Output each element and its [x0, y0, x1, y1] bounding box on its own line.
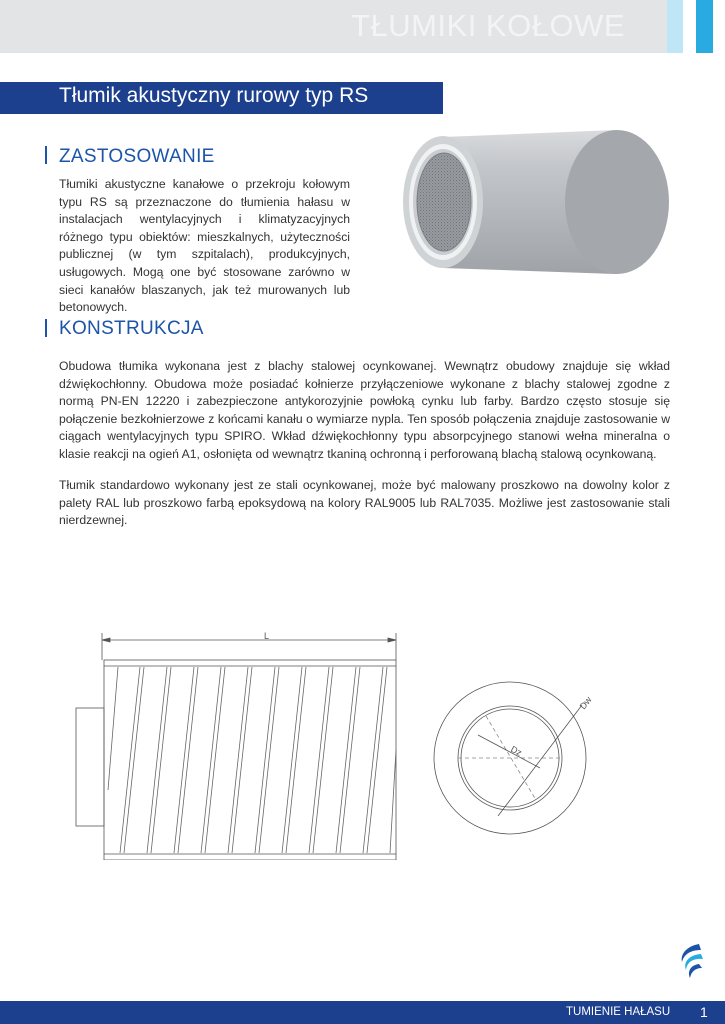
footer-bar	[0, 1001, 725, 1024]
application-text: Tłumiki akustyczne kanałowe o przekroju kołowym typu RS są przeznaczone do tłumienia hałasu w instalacjach wentylacyjnych i klimatyzacyjnych różnego typu obiektów: mieszkalnych, użyteczności publicznej (w tym szpitalach), produkcyjnych, usługowych. Mogą one być stosowane zarówno w sieci kanałów blaszanych, jak też murowanych lub betonowych.	[59, 177, 350, 315]
construction-paragraph-1: Obudowa tłumika wykonana jest z blachy stalowej ocynkowanej. Wewnątrz obudowy znajduje się wkład dźwiękochłonny. Obudowa może posiadać kołnierze przyłączeniowe wykonane z blachy stalowej zgodne z normą PN-EN 12220 i zabezpieczone antykorozyjnie powłoką cynku lub farby. Bardzo często stosuje się połączenie bezkołnierzowe z końcami kanału o wymiarze nypla. Ten sposób połączenia znajduje zastosowanie w ciągach wentylacyjnych typu SPIRO. Wkład dźwiękochłonny typu absorpcyjnego stanowi wełna mineralna o klasie reakcji na ogień A1, osłonięta od wewnątrz tkaniną ochronną i perforowaną blachą stalową ocynkowaną.	[59, 359, 670, 461]
header-stripe-gap	[683, 0, 696, 53]
page-number: 1	[700, 1004, 708, 1020]
section-marker	[45, 146, 47, 164]
section-heading-construction: KONSTRUKCJA	[59, 318, 204, 339]
page-title: Tłumik akustyczny rurowy typ RS	[59, 84, 369, 107]
inner-diameter-label: Dz	[509, 743, 524, 758]
section-marker	[45, 319, 47, 337]
header-stripe-gap	[713, 0, 725, 53]
title-banner	[0, 82, 443, 114]
company-logo-icon	[677, 942, 707, 982]
category-title: TŁUMIKI KOŁOWE	[351, 8, 625, 43]
length-label: L	[264, 631, 270, 641]
technical-drawing	[60, 630, 660, 860]
footer-label: TUMIENIE HAŁASU	[566, 1006, 671, 1018]
outer-diameter-label: Dw	[577, 694, 594, 712]
section-heading-application: ZASTOSOWANIE	[59, 146, 215, 167]
header-stripe-cyan	[696, 0, 713, 53]
silencer-product-image	[395, 122, 675, 282]
construction-paragraph-2: Tłumik standardowo wykonany jest ze stali ocynkowanej, może być malowany proszkowo na dowolny kolor z palety RAL lub proszkowo farbą epoksydową na kolory RAL9005 lub RAL7035. Możliwe jest zastosowanie stali nierdzewnej.	[59, 478, 670, 528]
header-stripe-light	[667, 0, 683, 53]
